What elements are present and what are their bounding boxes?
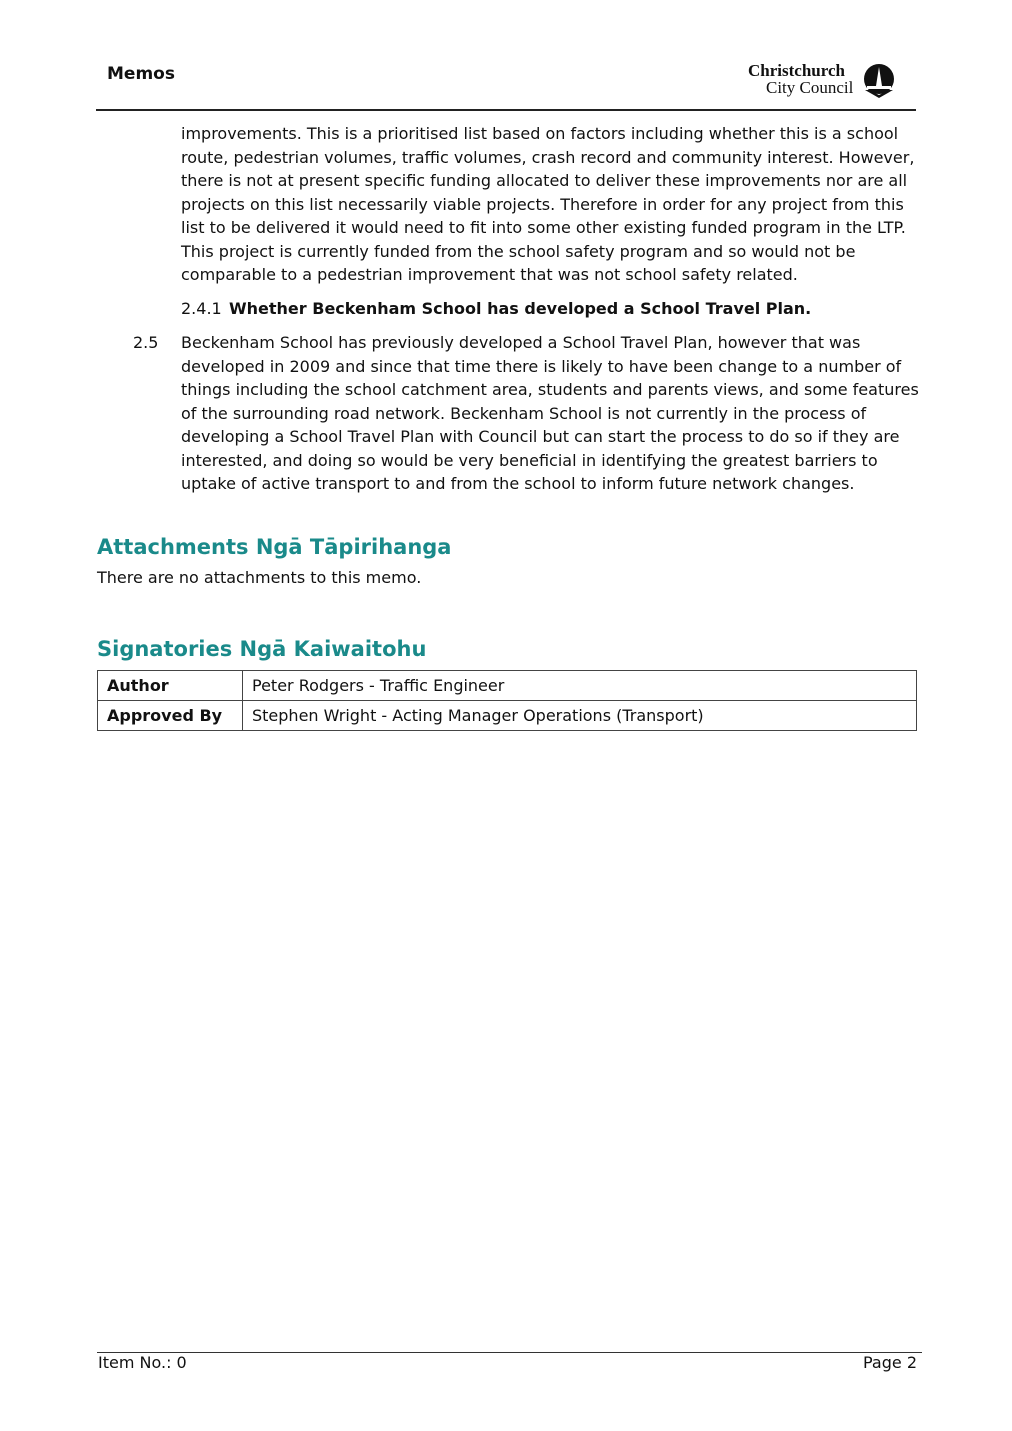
cathedral-logo-icon — [861, 64, 897, 98]
paragraph-2-4-continued: improvements. This is a prioritised list based on factors including whether this is a school route, pedestrian volumes, traffic volumes, crash record and community interest. However, there is not at present specific funding allocated to deliver these improvements nor are all projects on this list necessarily viable projects. Therefore in order for any project from this list to be delivered it would need to fit into some other existing funded program in the LTP. This project is currently funded from the school safety program and so would not be comparable to a pedestrian improvement that was not school safety related. — [181, 124, 915, 284]
signatories-heading: Signatories Ngā Kaiwaitohu — [97, 637, 427, 661]
table-row — [98, 701, 917, 731]
council-logo — [742, 62, 902, 102]
subheading-2-4-1 — [181, 297, 811, 321]
attachments-heading: Attachments Ngā Tāpirihanga — [97, 535, 452, 559]
subheading-number: 2.4.1 — [181, 299, 222, 318]
header-title: Memos — [107, 64, 175, 84]
logo-text-line1: Christchurch — [748, 61, 845, 80]
footer-item-number: Item No.: 0 — [98, 1353, 187, 1372]
logo-text-line2: City Council — [766, 78, 854, 97]
signatories-table — [97, 670, 917, 731]
approved-by-value: Stephen Wright - Acting Manager Operations (Transport) — [243, 701, 917, 731]
author-label: Author — [98, 671, 243, 701]
paragraph-2-5: Beckenham School has previously developed a School Travel Plan, however that was developed in 2009 and since that time there is likely to have been change to a number of things including the school catchment area, students and parents views, and some features of the surrounding road network. Beckenham School is not currently in the process of developing a School Travel Plan with Council but can start the process to do so if they are interested, and doing so would be very beneficial in identifying the greatest barriers to uptake of active transport to and from the school to inform future network changes. — [181, 333, 919, 493]
approved-by-label: Approved By — [98, 701, 243, 731]
table-row — [98, 671, 917, 701]
attachments-text: There are no attachments to this memo. — [97, 568, 422, 587]
subheading-text: Whether Beckenham School has developed a School Travel Plan. — [229, 299, 812, 318]
footer-divider — [97, 1352, 922, 1353]
footer-page-number: Page 2 — [863, 1353, 917, 1372]
author-value: Peter Rodgers - Traffic Engineer — [243, 671, 917, 701]
header-divider — [96, 109, 916, 111]
paragraph-number-2-5: 2.5 — [133, 333, 159, 352]
